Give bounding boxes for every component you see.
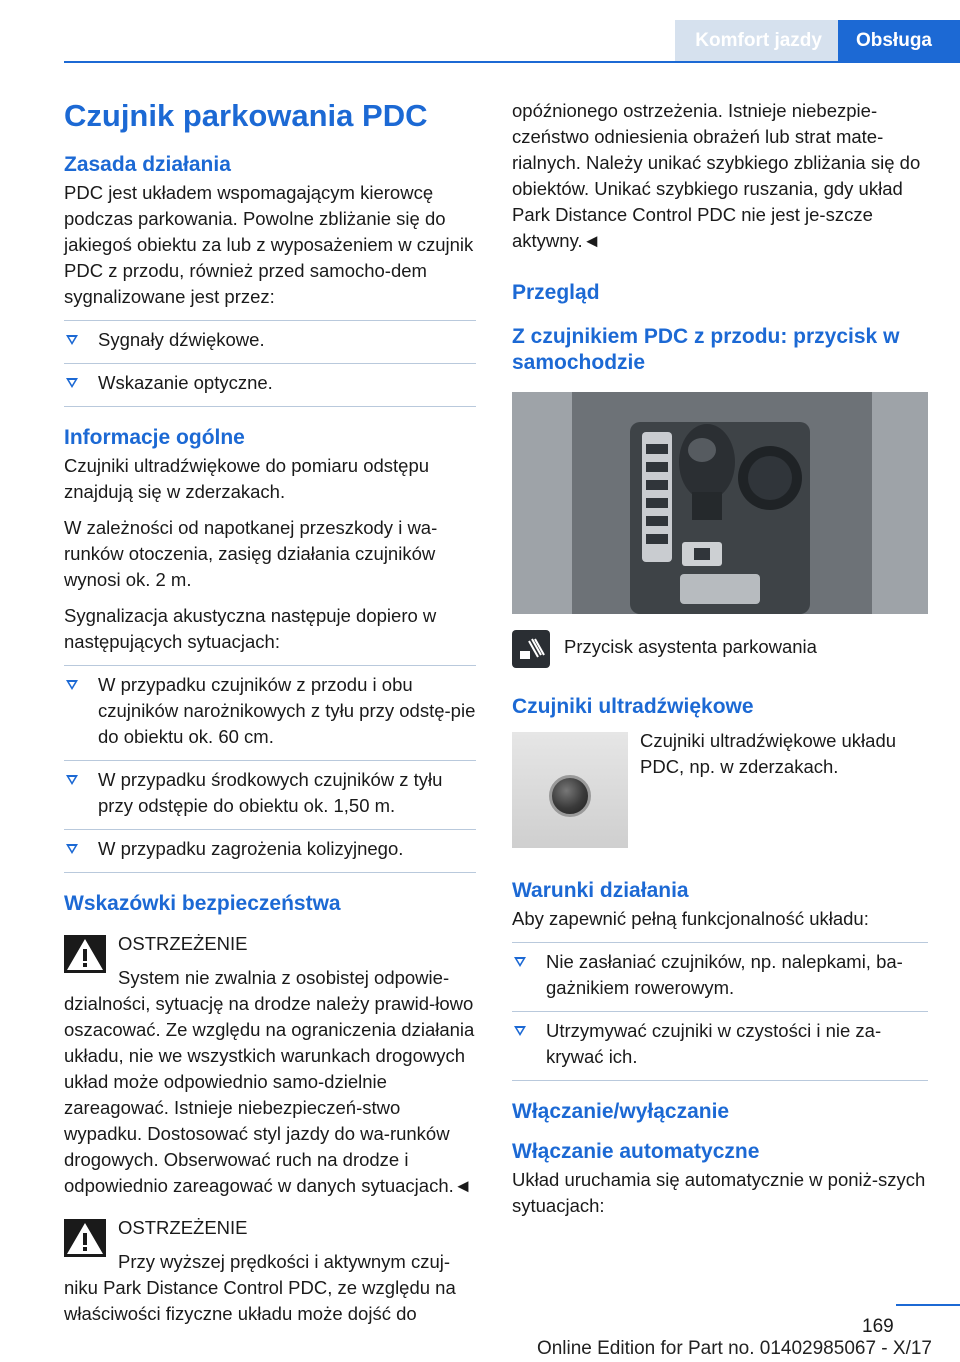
section-heading-info: Informacje ogólne [64, 426, 245, 449]
ultrasonic-sensor-photo [512, 732, 628, 848]
list-item: W przypadku zagrożenia kolizyjnego. [64, 829, 476, 873]
header-tabs [675, 20, 960, 62]
triangle-bullet-icon [66, 680, 78, 690]
sensors-text: Czujniki ultradźwiękowe układu PDC, np. w zderzakach. [640, 730, 897, 777]
triangle-bullet-icon [514, 1026, 526, 1036]
right-column [512, 98, 928, 1229]
subsection-heading-auto: Włączanie automatyczne [512, 1140, 760, 1163]
triangle-bullet-icon [66, 844, 78, 854]
list-item: Wskazanie optyczne. [64, 363, 476, 407]
section-heading-overview: Przegląd [512, 281, 600, 304]
list-item: W przypadku czujników z przodu i obu czujników narożnikowych z tyłu przy odstę-pie do obiektu ok. 60 cm. [64, 665, 476, 760]
sensor-row [512, 732, 928, 848]
auto-text: Układ uruchamia się automatycznie w poniż-szych sytuacjach: [512, 1169, 926, 1216]
triangle-bullet-icon [514, 957, 526, 967]
triangle-bullet-icon [66, 775, 78, 785]
tab-obsluga[interactable]: Obsługa [838, 20, 960, 62]
warning-triangle-icon [64, 935, 106, 973]
warning-triangle-icon [64, 1219, 106, 1257]
center-console-photo [512, 392, 928, 614]
section-heading-onoff: Włączanie/wyłączanie [512, 1100, 730, 1123]
info-text-3: Sygnalizacja akustyczna następuje dopiero w następujących sytuacjach: [64, 605, 437, 652]
warning-title: OSTRZEŻENIE [118, 1217, 248, 1238]
section-heading-zasada: Zasada działania [64, 153, 231, 176]
subsection-heading-sensors: Czujniki ultradźwiękowe [512, 695, 754, 718]
zasada-text: PDC jest układem wspomagającym kierowcę podczas parkowania. Powolne zbliżanie się do jakiegoś obiektu za lub z wyposażeniem w czujnik PDC z przodu, również przed samocho-dem sygnalizowane jest przez: [64, 182, 474, 307]
footer-edition: Online Edition for Part no. 01402985067 - X/17 [536, 1338, 932, 1359]
zasada-list [64, 320, 476, 407]
list-item: Utrzymywać czujniki w czystości i nie za-krywać ich. [512, 1011, 928, 1081]
warning-block [64, 931, 476, 957]
subsection-heading-button: Z czujnikiem PDC z przodu: przycisk w samochodzie [512, 325, 900, 374]
warning-text: System nie zwalnia z osobistej odpowie-dzialności, sytuację na drodze należy prawid-łowo oszacować. Ze względu na ograniczenia działania układu, nie we wszystkich warunkach drogowych układ może odpowiednio samo-dzielnie zareagować. Istnieje niebezpieczeń-stwo wypadku. Dostosować styl jazdy do wa-runków drogowych. Obserwować ruch na drodze i odpowiednio zareagować w danych sytuacjach.◄ [64, 967, 475, 1196]
header-divider [64, 61, 960, 63]
button-caption: Przycisk asystenta parkowania [564, 636, 817, 657]
tab-komfort-jazdy[interactable]: Komfort jazdy [675, 20, 838, 62]
page-number-rule [896, 1304, 960, 1306]
conditions-text: Aby zapewnić pełną funkcjonalność układu: [512, 908, 869, 929]
center-console-illustration [512, 392, 928, 614]
warning-block [64, 1215, 476, 1241]
info-text-1: Czujniki ultradźwiękowe do pomiaru odstępu znajdują się w zderzakach. [64, 455, 430, 502]
triangle-bullet-icon [66, 335, 78, 345]
left-column [64, 96, 476, 1337]
conditions-list [512, 942, 928, 1081]
info-list [64, 665, 476, 873]
subsection-heading-conditions: Warunki działania [512, 879, 689, 902]
sensor-disc-icon [549, 775, 591, 817]
warning-text: Przy wyższej prędkości i aktywnym czuj-niku Park Distance Control PDC, ze względu na właściwości fizyczne układu może dojść do [64, 1251, 456, 1324]
warning-title: OSTRZEŻENIE [118, 933, 248, 954]
list-item: Sygnały dźwiękowe. [64, 320, 476, 363]
list-item: W przypadku środkowych czujników z tyłu przy odstępie do obiektu ok. 1,50 m. [64, 760, 476, 829]
info-text-2: W zależności od napotkanej przeszkody i wa-runków otoczenia, zasięg działania czujników wynosi ok. 2 m. [64, 517, 438, 590]
page-title: Czujnik parkowania PDC [64, 98, 428, 133]
list-item: Nie zasłaniać czujników, np. nalepkami, ba-gażnikiem rowerowym. [512, 942, 928, 1011]
park-assist-button-icon [512, 630, 550, 668]
triangle-bullet-icon [66, 378, 78, 388]
button-caption-row [512, 630, 928, 670]
page-number: 169 [862, 1316, 894, 1337]
section-heading-safety: Wskazówki bezpieczeństwa [64, 892, 341, 915]
continuation-text: opóźnionego ostrzeżenia. Istnieje niebezpie-czeństwo odniesienia obrażeń lub strat mate-rialnych. Należy unikać szybkiego zbliżania się do obiektów. Unikać szybkiego ruszania, gdy układ Park Distance Control PDC nie jest je-szcze aktywny.◄ [512, 100, 921, 251]
